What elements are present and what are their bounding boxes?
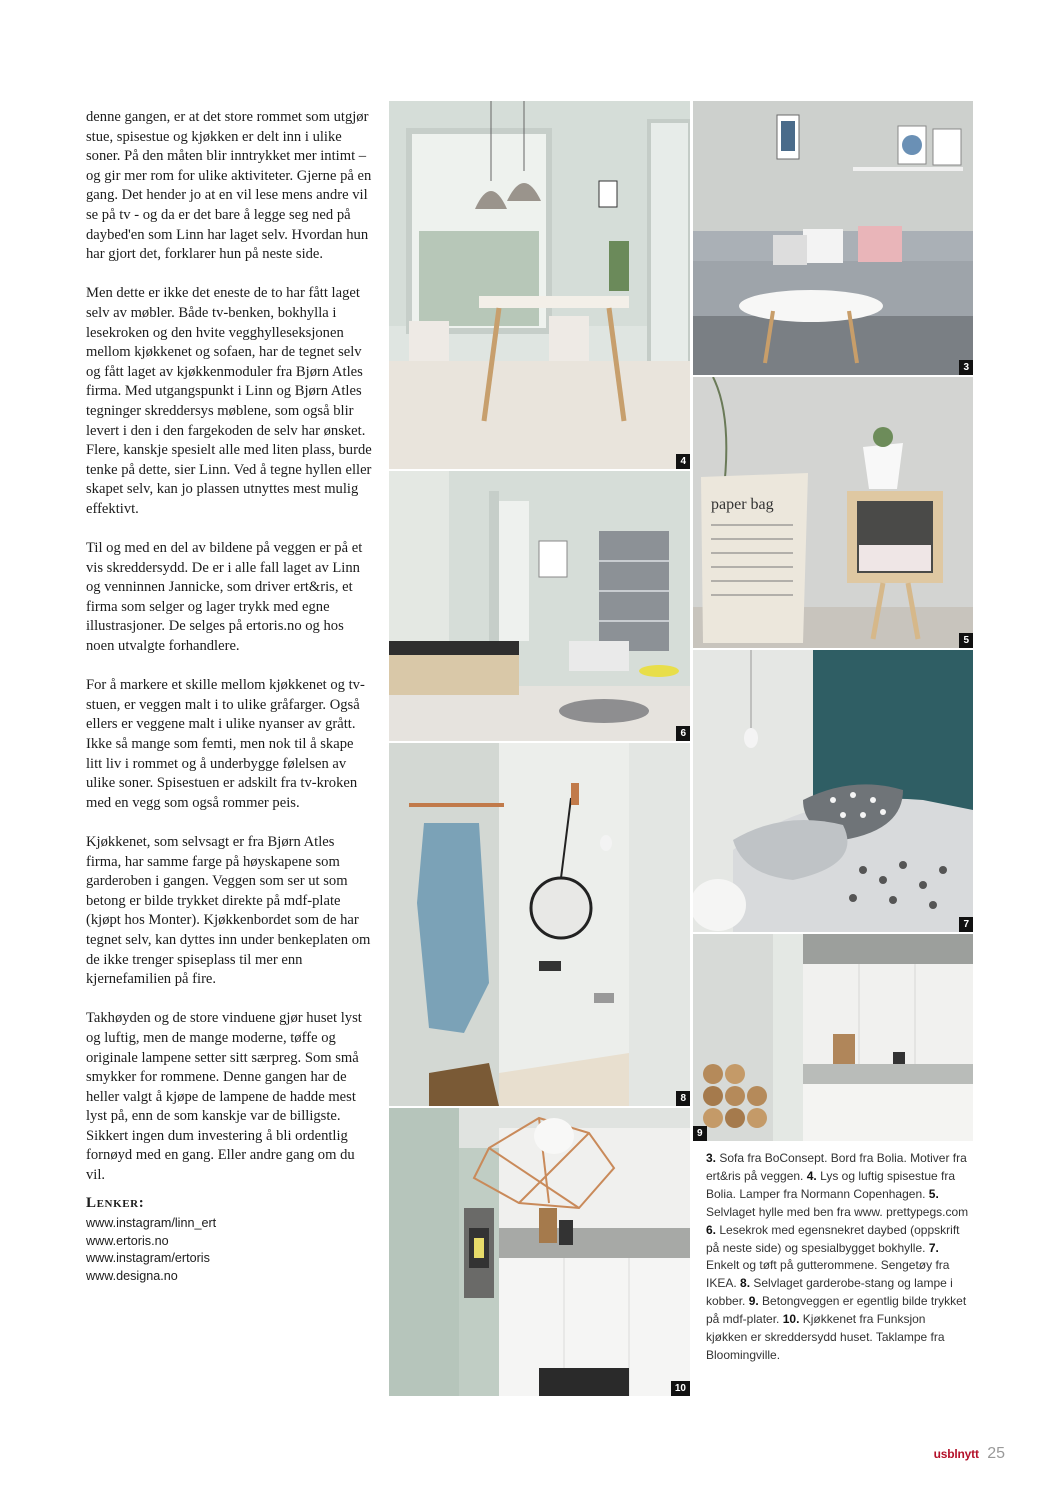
link-ertoris[interactable]: www.ertoris.no — [86, 1233, 169, 1248]
paragraph-6: Takhøyden og de store vinduene gjør huset lyst og luftig, men de mange moderne, tøffe og originale lampene setter sitt særpreg. Som små smykker for rommene. Denne gangen har de heller valgt å kjøpe de lampene de hadde mest lyst på, enn de som kanskje var de billigste. Sikkert ingen dum investering å bli ordentlig fornøyd med en gang. Eller andre gang om du vil. — [86, 1010, 362, 1184]
caption-num-6: 6. — [706, 1222, 717, 1237]
link-designa[interactable]: www.designa.no — [86, 1269, 178, 1284]
article-body — [86, 108, 372, 1286]
caption-text-10: Kjøkkenet fra Funksjon kjøkken er skreddersydd huset. Taklampe fra Bloomingville. — [706, 1312, 945, 1362]
paragraph-1: denne gangen, er at det store rommet som utgjør stue, spisestue og kjøkken er delt inn i ulike soner. På den måten blir inntrykket mer intimt – og gir mer rom for ulike aktiviteter. Gjerne på en gang. Det hender jo at en vil lese mens andre vil se på tv - og da er det bare å legge seg ned på daybed'en som Linn har laget selv. Hvordan hun har gjort det, forklarer hun på neste side. — [86, 109, 372, 263]
kitchen-illustration — [389, 1108, 690, 1396]
photo-concrete-kitchen — [693, 934, 973, 1141]
photo-number-7: 7 — [959, 917, 973, 932]
dining-room-illustration — [389, 101, 690, 469]
page-footer — [934, 1445, 1005, 1463]
photo-dining-room — [389, 101, 690, 469]
caption-text-6: Lesekrok med egensnekret daybed (oppskrift på neste side) og spesialbygget bokhylle. — [706, 1222, 960, 1255]
link-instagram-linn[interactable]: www.instagram/linn_ert — [86, 1216, 217, 1231]
caption-text-4: Lys og luftig spisestue fra Bolia. Lamper fra Normann Copenhagen. — [706, 1168, 956, 1201]
photo-captions — [706, 1150, 970, 1365]
sofa-illustration — [693, 101, 973, 375]
wardrobe-illustration — [389, 743, 690, 1106]
caption-text-7: Enkelt og tøft på gutterommene. Sengetøy fra IKEA. — [706, 1258, 950, 1291]
caption-num-5: 5. — [928, 1186, 939, 1201]
logo-part-b: nytt — [957, 1447, 979, 1461]
paragraph-4: For å markere et skille mellom kjøkkenet og tv-stuen, er veggen malt i to ulike gråfarger. Også ellers er veggene malt i ulike nyanser av grått. Ikke så mange som femti, men nok til å skape litt liv i rommet og å underbygge følelsen av ulike soner. Spisestuen er adskilt fra tv-kroken med en vegg som også rommer peis. — [86, 677, 365, 811]
caption-num-10: 10. — [782, 1312, 800, 1327]
photo-number-5: 5 — [959, 633, 973, 648]
paper-bag-label: paper bag — [711, 496, 774, 513]
photo-wardrobe — [389, 743, 690, 1106]
photo-number-8: 8 — [676, 1091, 690, 1106]
paragraph-5: Kjøkkenet, som selvsagt er fra Bjørn Atles firma, har samme farge på høyskapene som garderoben i gangen. Veggen som ser ut som betong er bilde trykket direkte på mdf-plate (kjøpt hos Monter). Kjøkkenbordet som de har tegnet selv, kan dyttes inn under benkeplaten om de ikke trenger spiseplass til mer enn kjernefamilien på fire. — [86, 833, 371, 988]
reading-corner-illustration — [389, 471, 690, 741]
paragraph-3: Til og med en del av bildene på veggen er på et vis skreddersydd. De er i alle fall laget av Linn og venninnen Jannicke, som driver ert&ris, et firma som selger og lager trykk med egne illustrasjoner. De selges på ertoris.no og hos noen utvalgte forhandlere. — [86, 540, 363, 655]
link-instagram-ertoris[interactable]: www.instagram/ertoris — [86, 1251, 210, 1266]
logo-part-a: usbl — [933, 1447, 958, 1461]
caption-text-8: Selvlaget garderobe-stang og lampe i kobber. — [706, 1276, 953, 1309]
caption-num-9: 9. — [748, 1294, 759, 1309]
bedroom-illustration — [693, 650, 973, 932]
photo-number-3: 3 — [959, 360, 973, 375]
photo-number-6: 6 — [676, 726, 690, 741]
photo-sofa — [693, 101, 973, 375]
caption-text-3: Sofa fra BoConsept. Bord fra Bolia. Motiver fra ert&ris på veggen. — [706, 1151, 967, 1183]
photo-bedroom — [693, 650, 973, 932]
page-number: 25 — [987, 1445, 1005, 1462]
photo-number-9: 9 — [693, 1126, 707, 1141]
paper-bag-illustration — [693, 377, 973, 648]
caption-num-8: 8. — [740, 1276, 751, 1291]
links-list — [86, 1215, 372, 1285]
photo-reading-corner — [389, 471, 690, 741]
caption-num-4: 4. — [806, 1168, 817, 1183]
caption-text-5: Selvlaget hylle med ben fra www. prettypegs.com — [706, 1204, 969, 1219]
photo-number-4: 4 — [676, 454, 690, 469]
caption-num-7: 7. — [928, 1240, 939, 1255]
paragraph-2: Men dette er ikke det eneste de to har fått laget selv av møbler. Både tv-benken, bokhylla i lesekroken og den hvite vegghylleseksjonen mellom kjøkkenet og sofaen, har de tegnet selv og fått laget av kjøkkenmoduler fra Bjørn Atles firma. Med utgangspunkt i Linn og Bjørn Atles tegninger skreddersys møblene, som også blir levert i den i den fargekoden de selv har ønsket. Flere, kanskje spesielt alle med liten plass, burde tenke på dette, sier Linn. Ved å tegne hyllen eller skapet selv, kan jo plassen utnyttes mest mulig effektivt. — [86, 285, 372, 517]
concrete-kitchen-illustration — [693, 934, 973, 1141]
caption-text-9: Betongveggen er egentlig bilde trykket på mdf-plater. — [706, 1294, 967, 1327]
links-heading: Lenker: — [86, 1194, 145, 1211]
photo-number-10: 10 — [671, 1381, 690, 1396]
photo-kitchen-copper-lamp — [389, 1108, 690, 1396]
photo-paper-bag-shelf — [693, 377, 973, 648]
magazine-logo — [934, 1447, 979, 1461]
caption-num-3: 3. — [706, 1151, 717, 1165]
